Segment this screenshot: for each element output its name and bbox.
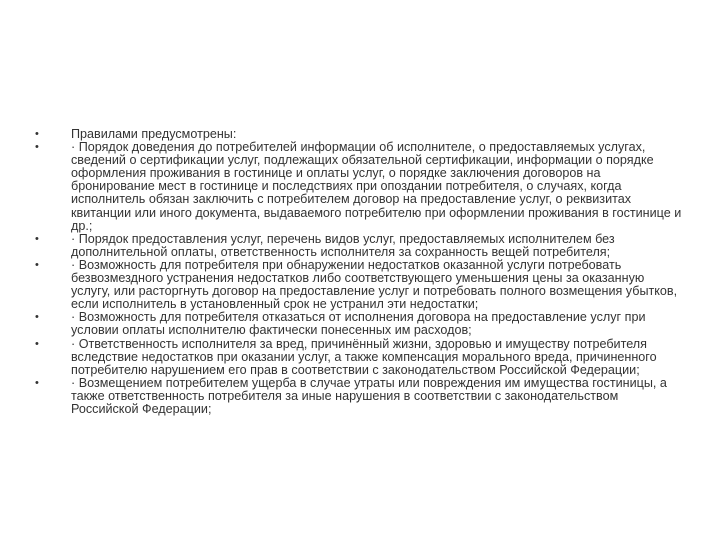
list-item	[35, 141, 685, 233]
list-item-text: · Порядок доведения до потребителей информации об исполнителе, о предоставляемых услугах, сведений о сертификации услуг, подлежащих обязательной сертификации, информации о порядке оформления проживания в гостинице и оплаты услуг, о порядке заключения договоров на бронирование мест в гостинице и последствиях при опоздании потребителя, о случаях, когда исполнитель обязан заключить с потребителем договор на предоставление услуг, о реквизитах квитанции или иного документа, выдаваемого потребителю при оформлении проживания в гостинице и др.;	[71, 140, 682, 233]
list-item-text: · Возможность для потребителя отказаться от исполнения договора на предоставление услуг при условии оплаты исполнителю фактически понесенных им расходов;	[71, 310, 646, 338]
bullet-icon: •	[35, 376, 39, 389]
list-item-text: Правилами предусмотрены:	[71, 127, 237, 141]
bullet-list	[35, 128, 685, 416]
list-item	[35, 233, 685, 259]
list-item	[35, 311, 685, 337]
list-item-text: · Ответственность исполнителя за вред, причинённый жизни, здоровью и имуществу потребителя вследствие недостатков при оказании услуг, а также компенсация морального вреда, причиненного потребителю нарушением его прав в соответствии с законодательством Российской Федерации;	[71, 336, 657, 377]
bullet-icon: •	[35, 258, 39, 271]
list-item-text: · Возмещением потребителем ущерба в случае утраты или повреждения им имущества гостиницы, а также ответственность потребителя за иные нарушения в соответствии с законодательством Российской Федерации;	[71, 375, 667, 416]
list-item	[35, 377, 685, 416]
bullet-icon: •	[35, 232, 39, 245]
bullet-icon: •	[35, 337, 39, 350]
list-item	[35, 338, 685, 377]
bullet-icon: •	[35, 141, 39, 154]
bullet-icon: •	[35, 128, 39, 140]
list-item-text: · Порядок предоставления услуг, перечень видов услуг, предоставляемых исполнителем без дополнительной оплаты, ответственность исполнителя за сохранность вещей потребителя;	[71, 231, 615, 259]
list-item-text: · Возможность для потребителя при обнаружении недостатков оказанной услуги потребовать безвозмездного устранения недостатков либо соответствующего уменьшения цены за оказанную услугу, или расторгнуть договор на предоставление услуг и потребовать полного возмещения убытков, если исполнитель в установленный срок не устранил эти недостатки;	[71, 257, 678, 312]
list-item	[35, 259, 685, 311]
bullet-icon: •	[35, 311, 39, 324]
